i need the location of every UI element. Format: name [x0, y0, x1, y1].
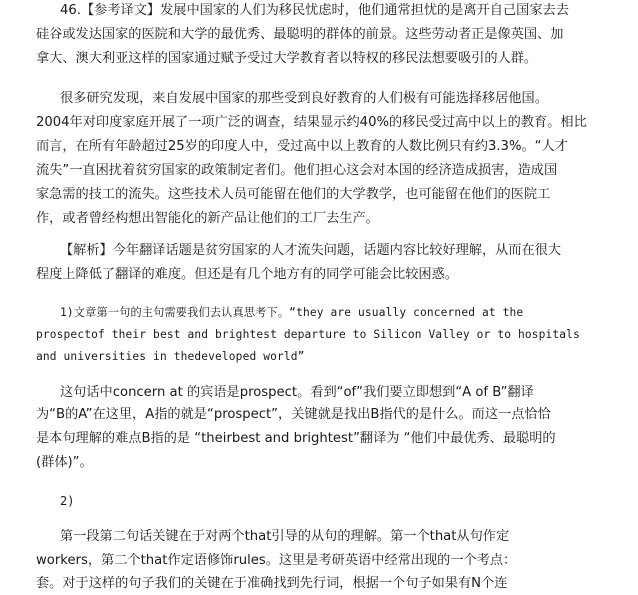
text-line: and universities in thedeveloped world” — [36, 350, 305, 363]
text-line: (群体)”。 — [36, 455, 93, 470]
text-line: 【解析】今年翻译话题是贫穷国家的人才流失问题，话题内容比较好理解，从而在很大 — [60, 243, 562, 258]
text-line: 2004年对印度家庭开展了一项广泛的调查，结果显示约40%的移民受过高中以上的教育。相比 — [36, 115, 587, 130]
text-line: 硅谷或发达国家的医院和大学的最优秀、最聪明的群体的前景。这些劳动者正是像英国、加 — [36, 27, 564, 42]
text-line: 拿大、澳大利亚这样的国家通过赋予受过大学教育者以特权的移民法想要吸引的人群。 — [36, 51, 538, 66]
text-line: 流失”一直困扰着贫穷国家的政策制定者们。他们担心这会对本国的经济造成损害，造成国 — [36, 163, 558, 178]
text-line: 程度上降低了翻译的难度。但还是有几个地方有的同学可能会比较困惑。 — [36, 267, 458, 282]
text-line: 套。对于这样的句子我们的关键在于准确找到先行词，根据一个句子如果有N个连 — [36, 576, 508, 591]
text-line: 第一段第二句话关键在于对两个that引导的从句的理解。第一个that从句作定 — [60, 529, 510, 544]
text-line: 46.【参考译文】发展中国家的人们为移民忧虑时，他们通常担忧的是离开自己国家去去 — [60, 3, 569, 18]
text-line: 为“B的A”在这里，A指的就是“prospect”，关键就是找出B指代的是什么。而这一点恰恰 — [36, 407, 551, 422]
text-line: 1)文章第一句的主句需要我们去认真思考下。“they are usually concerned at the — [60, 306, 524, 319]
text-line: 很多研究发现，来自发展中国家的那些受到良好教育的人们极有可能选择移居他国。 — [60, 91, 548, 106]
text-line: 作，或者曾经构想出智能化的新产品让他们的工厂去生产。 — [36, 211, 379, 226]
text-line: prospectof their best and brightest departure to Silicon Valley or to hospitals — [36, 328, 580, 341]
text-line: workers，第二个that作定语修饰rules。这里是考研英语中经常出现的一个考点： — [36, 553, 517, 568]
text-line: 2) — [60, 494, 75, 508]
text-line: 而言，在所有年龄超过25岁的印度人中，受过高中以上教育的人数比例只有约3.3%。“人才 — [36, 139, 568, 154]
text-line: 是本句理解的难点B指的是 “theirbest and brightest”翻译为 “他们中最优秀、最聪明的 — [36, 431, 556, 446]
text-line: 这句话中concern at 的宾语是prospect。看到“of”我们要立即想到“A of B”翻译 — [60, 385, 534, 400]
text-line: 家急需的技工的流失。这些技术人员可能留在他们的大学教学，也可能留在他们的医院工 — [36, 187, 551, 202]
